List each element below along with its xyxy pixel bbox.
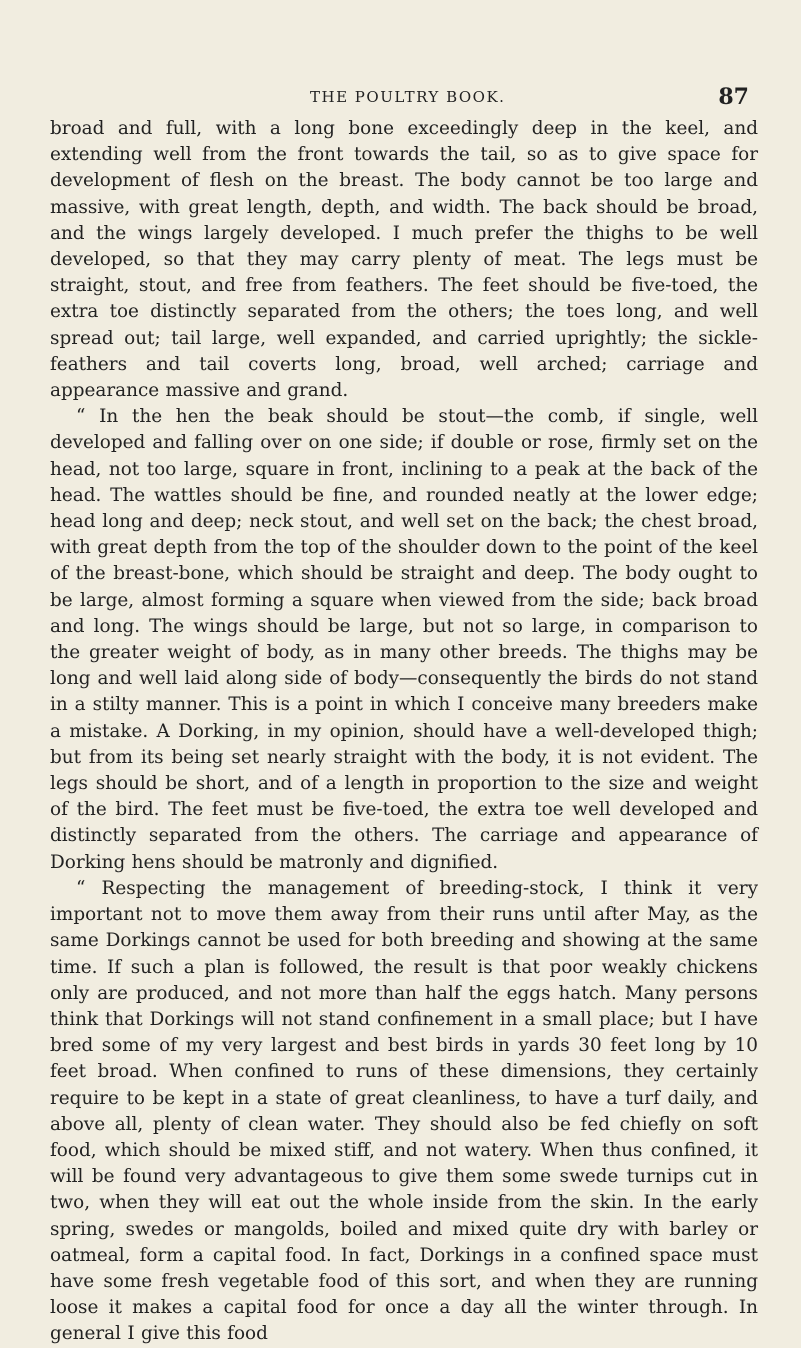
paragraph-1: broad and full, with a long bone exceedingly deep in the keel, and extending well from the front towards the tail, so as to give space for development of flesh on the breast. The body cannot be too large and massive, with great length, depth, and width. The back should be broad, and the wings largely developed. I much prefer the thighs to be well developed, so that they may carry plenty of meat. The legs must be straight, stout, and free from feathers. The feet should be five-toed, the extra toe distinctly separated from the others; the toes long, and well spread out; tail large, well expanded, and carried uprightly; the sickle-feathers and tail coverts long, broad, well arched; carriage and appearance massive and grand. bbox=[50, 118, 758, 402]
paragraph-3: “ Respecting the management of breeding-stock, I think it very important not to move them away from their runs until after May, as the same Dorkings cannot be used for both breeding and showing at the same time. If such a plan is followed, the result is that poor weakly chickens only are produced, and not more than half the eggs hatch. Many persons think that Dorkings will not stand confinement in a small place; but I have bred some of my very largest and best birds in yards 30 feet long by 10 feet broad. When confined to runs of these dimensions, they certainly require to be kept in a state of great cleanliness, to have a turf daily, and above all, plenty of clean water. They should also be fed chiefly on soft food, which should be mixed stiff, and not watery. When thus confined, it will be found very advantageous to give them some swede turnips cut in two, when they will eat out the whole inside from the skin. In the early spring, swedes or mangolds, boiled and mixed quite dry with barley or oatmeal, form a capital food. In fact, Dorkings in a confined space must have some fresh vegetable food of this sort, and when they are running loose it makes a capital food for once a day all the winter through. In general I give this food bbox=[50, 877, 758, 1345]
page-body bbox=[50, 116, 758, 1348]
running-head: THE POULTRY BOOK. bbox=[310, 88, 506, 106]
page-number: 87 bbox=[718, 84, 749, 110]
page-header bbox=[0, 84, 801, 114]
paragraph-2: “ In the hen the beak should be stout—the comb, if single, well developed and falling over on one side; if double or rose, firmly set on the head, not too large, square in front, inclining to a peak at the back of the head. The wattles should be fine, and rounded neatly at the lower edge; head long and deep; neck stout, and well set on the back; the chest broad, with great depth from the top of the shoulder down to the point of the keel of the breast-bone, which should be straight and deep. The body ought to be large, almost forming a square when viewed from the side; back broad and long. The wings should be large, but not so large, in comparison to the greater weight of body, as in many other breeds. The thighs may be long and well laid along side of body—consequently the birds do not stand in a stilty manner. This is a point in which I conceive many breeders make a mistake. A Dorking, in my opinion, should have a well-developed thigh; but from its being set nearly straight with the body, it is not evident. The legs should be short, and of a length in proportion to the size and weight of the bird. The feet must be five-toed, the extra toe well developed and distinctly separated from the others. The carriage and appearance of Dorking hens should be matronly and dignified. bbox=[50, 406, 758, 873]
